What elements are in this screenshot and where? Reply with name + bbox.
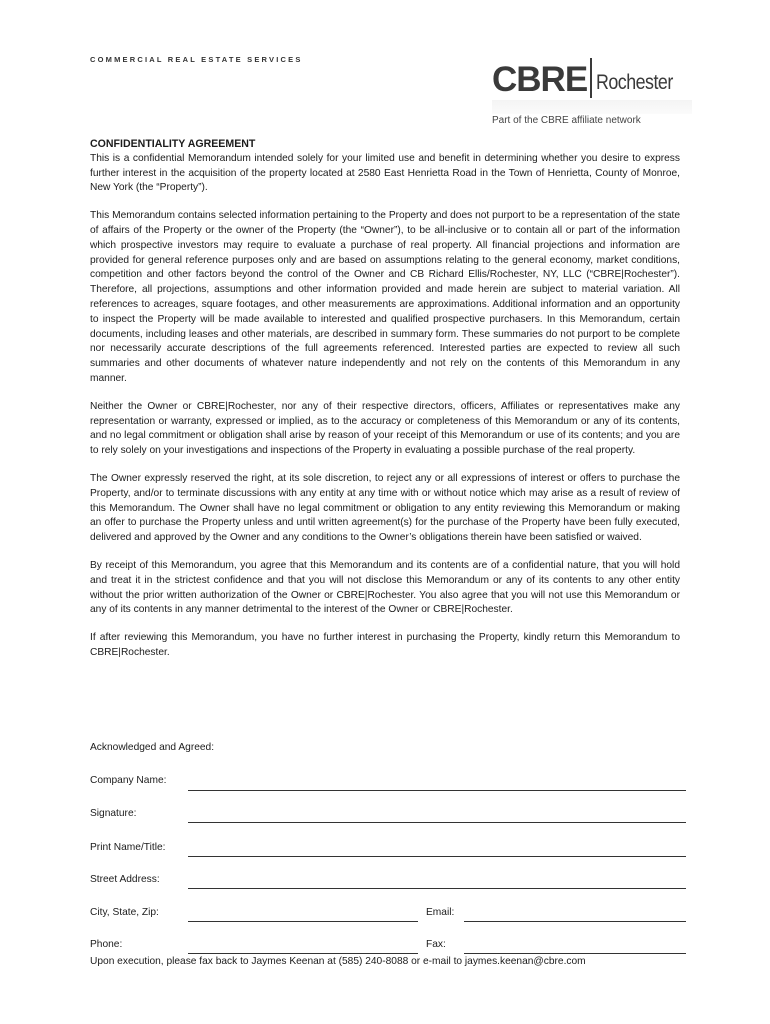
logo-divider: [590, 58, 592, 98]
fax-label: Fax:: [426, 939, 446, 950]
street-address-line[interactable]: [188, 888, 686, 889]
signature-line[interactable]: [188, 822, 686, 823]
footer-instructions: Upon execution, please fax back to Jaymes Keenan at (585) 240-8088 or e-mail to jaymes.keenan@cbre.com: [90, 956, 586, 967]
paragraph-intro: This is a confidential Memorandum intended solely for your limited use and benefit in determining whether you desire to express further interest in the acquisition of the property located at 2580 East Henrietta Road in the Town of Henrietta, County of Monroe, New York (the “Property”).: [90, 152, 680, 194]
email-line[interactable]: [464, 921, 686, 922]
cbre-rochester-logo: [492, 58, 692, 134]
affiliate-note: Part of the CBRE affiliate network: [492, 115, 641, 126]
paragraph-owner-rights: The Owner expressly reserved the right, at its sole discretion, to reject any or all expressions of interest or offers to purchase the Property, and/or to terminate discussions with any entity at any time with or without notice which may arise as a result of review of this Memorandum. The Owner shall have no legal commitment or obligation to any entity reviewing this Memorandum or making an offer to purchase the Property unless and until written agreement(s) for the purchase of the Property have been fully executed, delivered and approved by the Owner and any conditions to the Owner’s obligations therein have been satisfied or waived.: [90, 472, 680, 544]
company-name-line[interactable]: [188, 790, 686, 791]
paragraph-return: If after reviewing this Memorandum, you have no further interest in purchasing the Property, kindly return this Memorandum to CBRE|Rochester.: [90, 632, 680, 658]
phone-line[interactable]: [188, 953, 418, 954]
city-state-zip-line[interactable]: [188, 921, 418, 922]
email-label: Email:: [426, 907, 455, 918]
city-state-zip-label: City, State, Zip:: [90, 907, 159, 918]
print-name-line[interactable]: [188, 856, 686, 857]
logo-city-text: Rochester: [596, 71, 673, 94]
company-name-label: Company Name:: [90, 775, 167, 786]
logo-cbre-text: CBRE: [492, 60, 588, 99]
paragraph-memorandum: This Memorandum contains selected information pertaining to the Property and does not purport to be a representation of the state of affairs of the Property or the owner of the Property (the “Owner”), to be all-inclusive or to contain all or part of the information which prospective investors may require to evaluate a purchase of real property. All financial projections and information are provided for general reference purposes only and are based on assumptions relating to the general economy, market conditions, competition and other factors beyond the control of the Owner and CB Richard Ellis/Rochester, NY, LLC (“CBRE|Rochester”). Therefore, all projections, assumptions and other information provided and made herein are subject to material variation. All references to acreages, square footages, and other measurements are approximations. Additional information and an opportunity to inspect the Property will be made available to interested and qualified prospective purchasers. In this Memorandum, certain documents, including leases and other materials, are described in summary form. These summaries do not purport to be complete nor necessarily accurate descriptions of the full agreements referenced. Interested parties are expected to review all such summaries and other documents of whatever nature independently and not rely on the contents of this Memorandum in any manner.: [90, 210, 680, 384]
signature-label: Signature:: [90, 808, 137, 819]
header-tagline: COMMERCIAL REAL ESTATE SERVICES: [90, 55, 303, 64]
paragraph-no-warranty: Neither the Owner or CBRE|Rochester, nor any of their respective directors, officers, Affiliates or representatives make any representation or warranty, expressed or implied, as to the accuracy or completeness of this Memorandum or any of its contents, and no legal commitment or obligation shall arise by reason of your receipt of this Memorandum or use of its contents; and you are to rely solely on your investigations and inspections of the Property in evaluating a possible purchase of the real property.: [90, 400, 680, 457]
paragraph-confidentiality: By receipt of this Memorandum, you agree that this Memorandum and its contents are of a confidential nature, that you will hold and treat it in the strictest confidence and that you will not disclose this Memorandum or any of its contents to any other entity without the prior written authorization of the Owner or CBRE|Rochester. You also agree that you will not use this Memorandum or any of its contents in any manner detrimental to the interest of the Owner or CBRE|Rochester.: [90, 559, 680, 616]
print-name-label: Print Name/Title:: [90, 842, 166, 853]
acknowledged-label: Acknowledged and Agreed:: [90, 742, 215, 753]
fax-line[interactable]: [464, 953, 686, 954]
agreement-body: [90, 137, 680, 674]
logo-faded-strip: [492, 100, 692, 114]
agreement-title: CONFIDENTIALITY AGREEMENT: [90, 138, 256, 150]
phone-label: Phone:: [90, 939, 123, 950]
street-address-label: Street Address:: [90, 874, 160, 885]
